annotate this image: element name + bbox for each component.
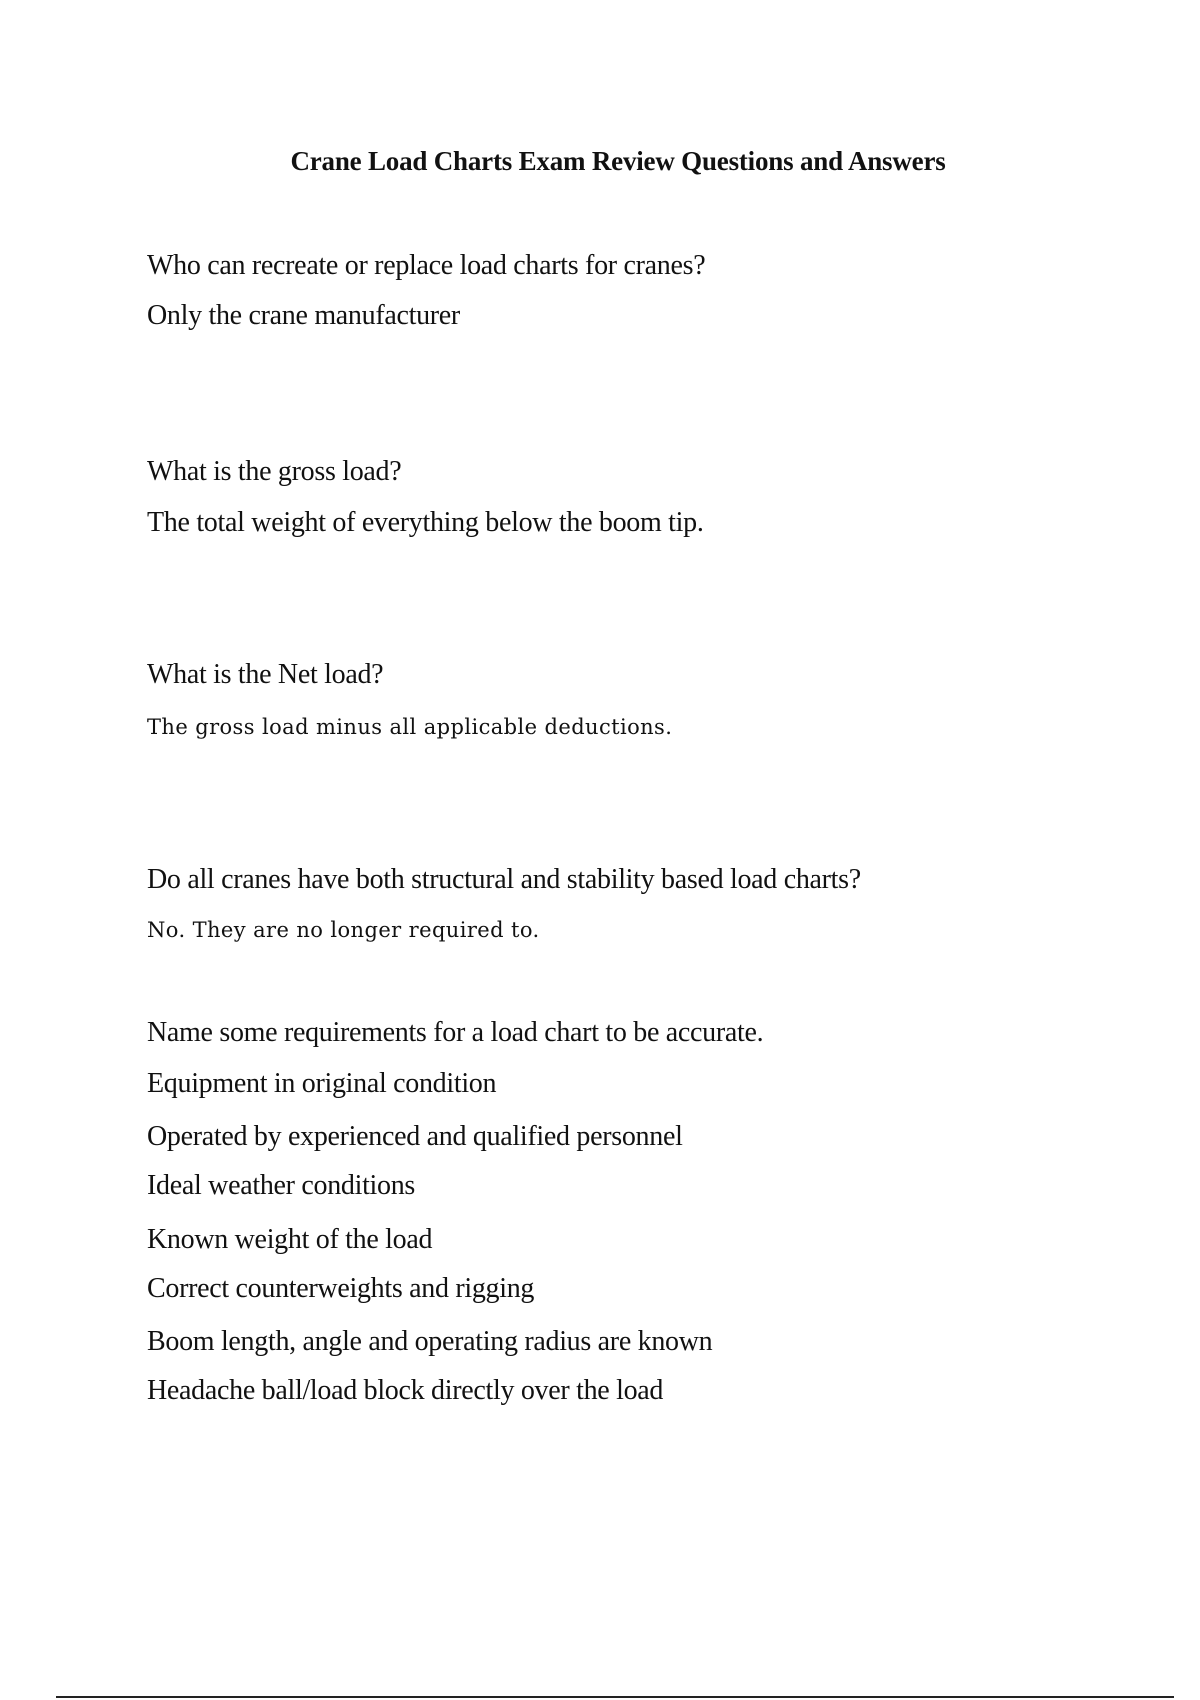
answer-text: The total weight of everything below the boom tip. bbox=[147, 507, 704, 538]
question-text: Do all cranes have both structural and stability based load charts? bbox=[147, 864, 861, 895]
answer-text: No. They are no longer required to. bbox=[147, 918, 540, 942]
question-text: What is the gross load? bbox=[147, 456, 402, 487]
answer-text: Only the crane manufacturer bbox=[147, 300, 460, 331]
answer-list-item: Boom length, angle and operating radius are known bbox=[147, 1326, 713, 1357]
question-text: Who can recreate or replace load charts for cranes? bbox=[147, 250, 706, 281]
answer-list-item: Headache ball/load block directly over the load bbox=[147, 1375, 664, 1406]
answer-list-item: Operated by experienced and qualified personnel bbox=[147, 1121, 683, 1152]
answer-list-item: Known weight of the load bbox=[147, 1224, 433, 1255]
question-text: What is the Net load? bbox=[147, 659, 384, 690]
page-title: Crane Load Charts Exam Review Questions and Answers bbox=[290, 146, 946, 176]
answer-text: The gross load minus all applicable deductions. bbox=[147, 715, 673, 739]
question-text: Name some requirements for a load chart to be accurate. bbox=[147, 1017, 764, 1048]
answer-list-item: Equipment in original condition bbox=[147, 1068, 497, 1099]
footer-divider bbox=[56, 1696, 1174, 1698]
answer-list-item: Correct counterweights and rigging bbox=[147, 1273, 535, 1304]
answer-list-item: Ideal weather conditions bbox=[147, 1170, 416, 1201]
